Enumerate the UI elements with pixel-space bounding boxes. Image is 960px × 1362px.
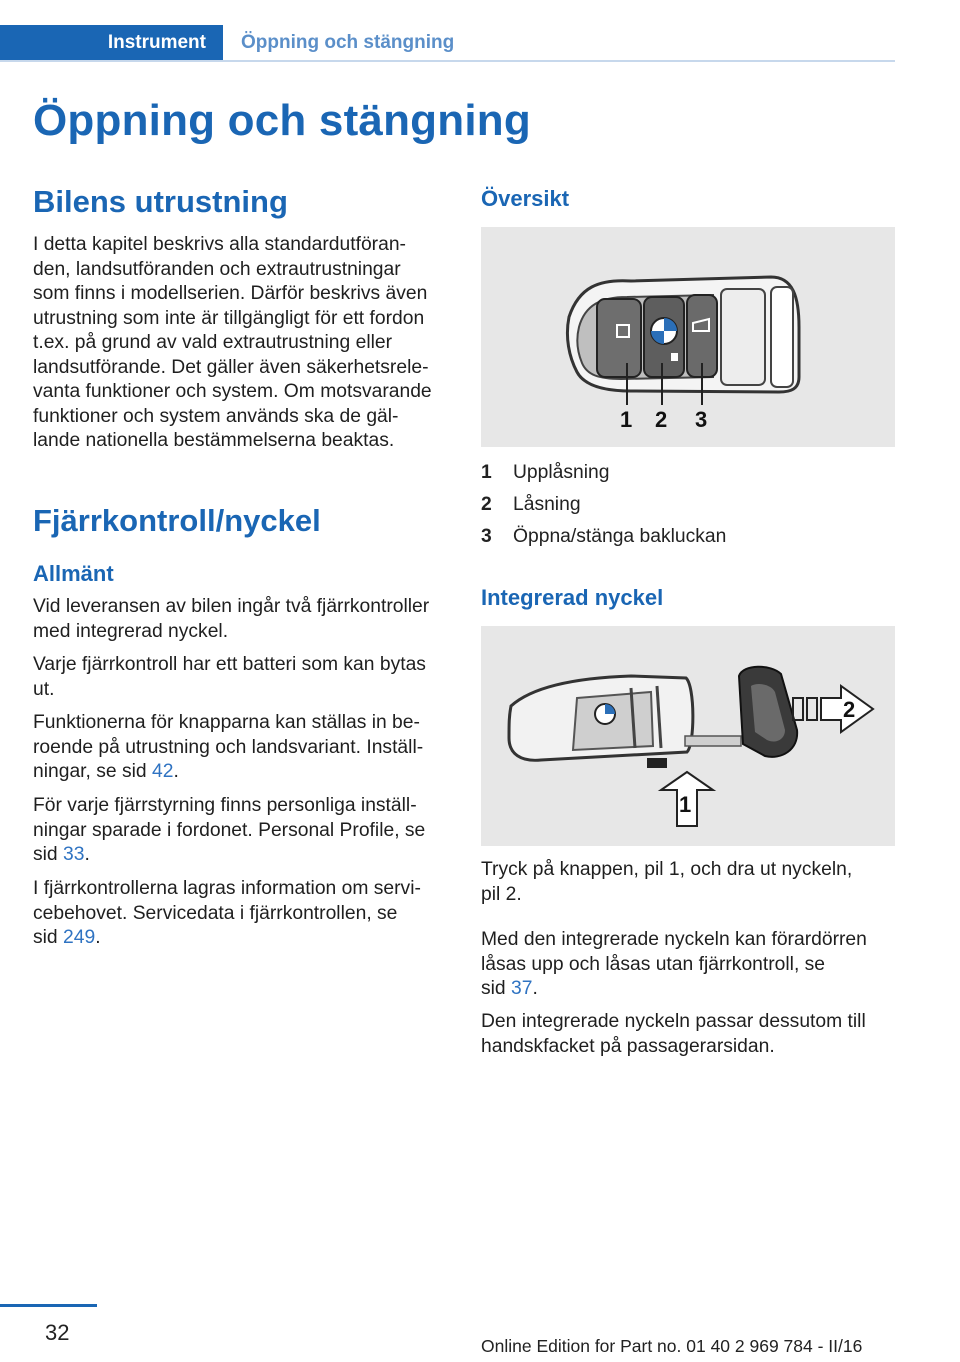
button-legend-list [481, 457, 726, 553]
list-item: 3 Öppna/stänga bakluckan [481, 526, 727, 547]
tab-oppning-och-stangning[interactable]: Öppning och stängning [241, 32, 455, 53]
list-item: 2 Låsning [481, 494, 581, 515]
header-divider [0, 60, 895, 62]
edition-footer: Online Edition for Part no. 01 40 2 969 784 - II/16 [481, 1336, 863, 1356]
paragraph-tryck-pa-knappen: Tryck på knappen, pil 1, och dra ut nyckeln, pil 2. [481, 859, 853, 905]
page-number: 32 [45, 1320, 70, 1345]
page-link-42[interactable]: 42 [151, 761, 174, 782]
subsection-title-allmant: Allmänt [33, 561, 114, 586]
paragraph-servicedata: I fjärrkontrollerna lagras information om servi‐ cebehovet. Servicedata i fjärrkontrollen, se sid 249. [33, 878, 421, 948]
figure1-label-3: 3 [695, 407, 708, 432]
header-tabbar [0, 0, 895, 64]
paragraph-funktioner: Funktionerna för knapparna kan ställas in be‐ roende på utrustning och landsvariant. Inställ‐ ningar, se sid 42. [33, 712, 424, 782]
figure2-label-1: 1 [679, 792, 692, 817]
page-link-37[interactable]: 37 [511, 978, 533, 999]
paragraph-leveransen: Vid leveransen av bilen ingår två fjärrkontroller med integrerad nyckel. [33, 596, 430, 642]
page-link-33[interactable]: 33 [63, 844, 85, 865]
footer-rule [0, 1304, 97, 1307]
paragraph-personal-profile: För varje fjärrstyrning finns personliga inställ‐ ningar sparade i fordonet. Personal Profile, se sid 33. [33, 795, 426, 865]
paragraph-batteri: Varje fjärrkontroll har ett batteri som kan bytas ut. [33, 654, 426, 700]
section-title-oversikt: Översikt [481, 186, 570, 211]
integrated-key-illustration [481, 626, 895, 846]
tab-instrument[interactable]: Instrument [0, 25, 223, 61]
paragraph-forardorren: Med den integrerade nyckeln kan förardörren låsas upp och låsas utan fjärrkontroll, se sid 37. [481, 929, 867, 999]
figure1-label-1: 1 [620, 407, 633, 432]
paragraph-handskfacket: Den integrerade nyckeln passar dessutom till handskfacket på passagerarsidan. [481, 1011, 866, 1057]
key-fob-overview-illustration [481, 227, 895, 447]
page-title: Öppning och stängning [33, 96, 531, 145]
list-item: 1 Upplåsning [481, 462, 610, 483]
page-link-249[interactable]: 249 [63, 927, 96, 948]
figure2-label-2: 2 [843, 697, 856, 722]
key-fob-overview-figure [481, 227, 895, 447]
section-title-fjarrkontroll: Fjärrkontroll/nyckel [33, 503, 321, 538]
section-title-bilens-utrustning: Bilens utrustning [33, 184, 288, 219]
section-title-integrerad-nyckel: Integrerad nyckel [481, 585, 664, 610]
integrated-key-figure [481, 626, 895, 846]
paragraph-bilens-utrustning: I detta kapitel beskrivs alla standardutföran‐ den, landsutföranden och extrautrustningar som finns i modellserien. Därför beskrivs även utrustning som inte är tillgängligt för ett fordon t.ex. på grund av vald extrautrustning eller landsutförande. Det gäller även säkerhetsrele‐ vanta funktioner och system. Om motsvarande funktioner och system används ska de gäl‐ lande nationella bestämmelserna beaktas. [33, 234, 432, 451]
figure1-label-2: 2 [655, 407, 668, 432]
